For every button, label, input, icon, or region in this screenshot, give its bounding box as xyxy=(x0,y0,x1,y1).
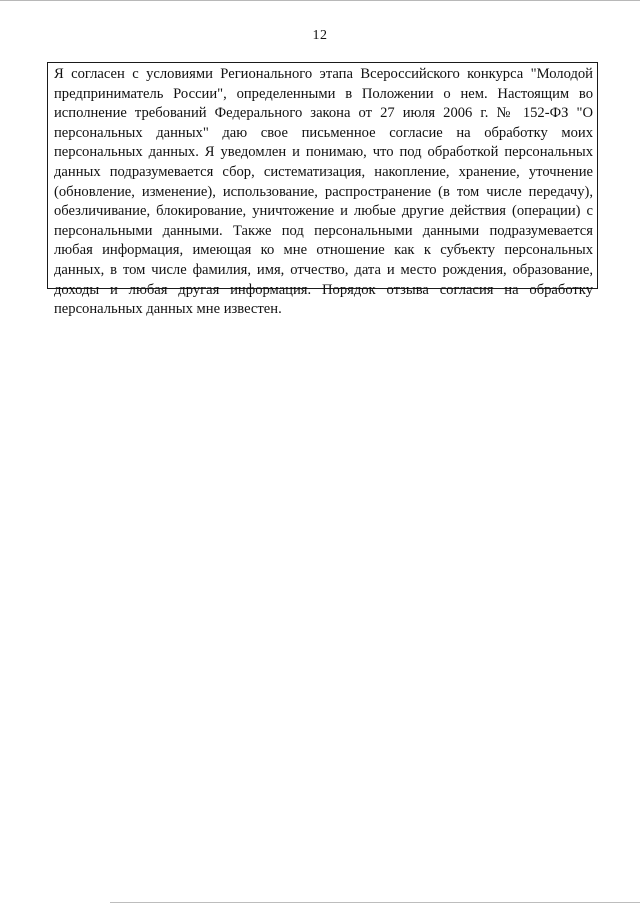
scan-edge-top xyxy=(0,0,640,1)
page-number: 12 xyxy=(312,28,328,43)
scan-edge-bottom xyxy=(110,902,640,903)
consent-box xyxy=(47,62,598,318)
consent-text: Я согласен с условиями Регионального этапа Всероссийского конкурса "Молодой предприниматель России", определенными в Положении о нем. Настоящим во исполнение требований Федерального закона от 27 июля 2006 г. № 152-ФЗ "О персональных данных" даю свое письменное согласие на обработку моих персональных данных. Я уведомлен и понимаю, что под обработкой персональных данных подразумевается сбор, систематизация, накопление, хранение, уточнение (обновление, изменение), использование, распространение (в том числе передачу), обезличивание, блокирование, уничтожение и любые другие действия (операции) с персональными данными. Также под персональными данными подразумевается любая информация, имеющая ко мне отношение как к субъекту персональных данных, в том числе фамилия, имя, отчество, дата и место рождения, образование, доходы и любая другая информация. Порядок отзыва согласия на обработку персональных данных мне известен. xyxy=(54,66,593,318)
